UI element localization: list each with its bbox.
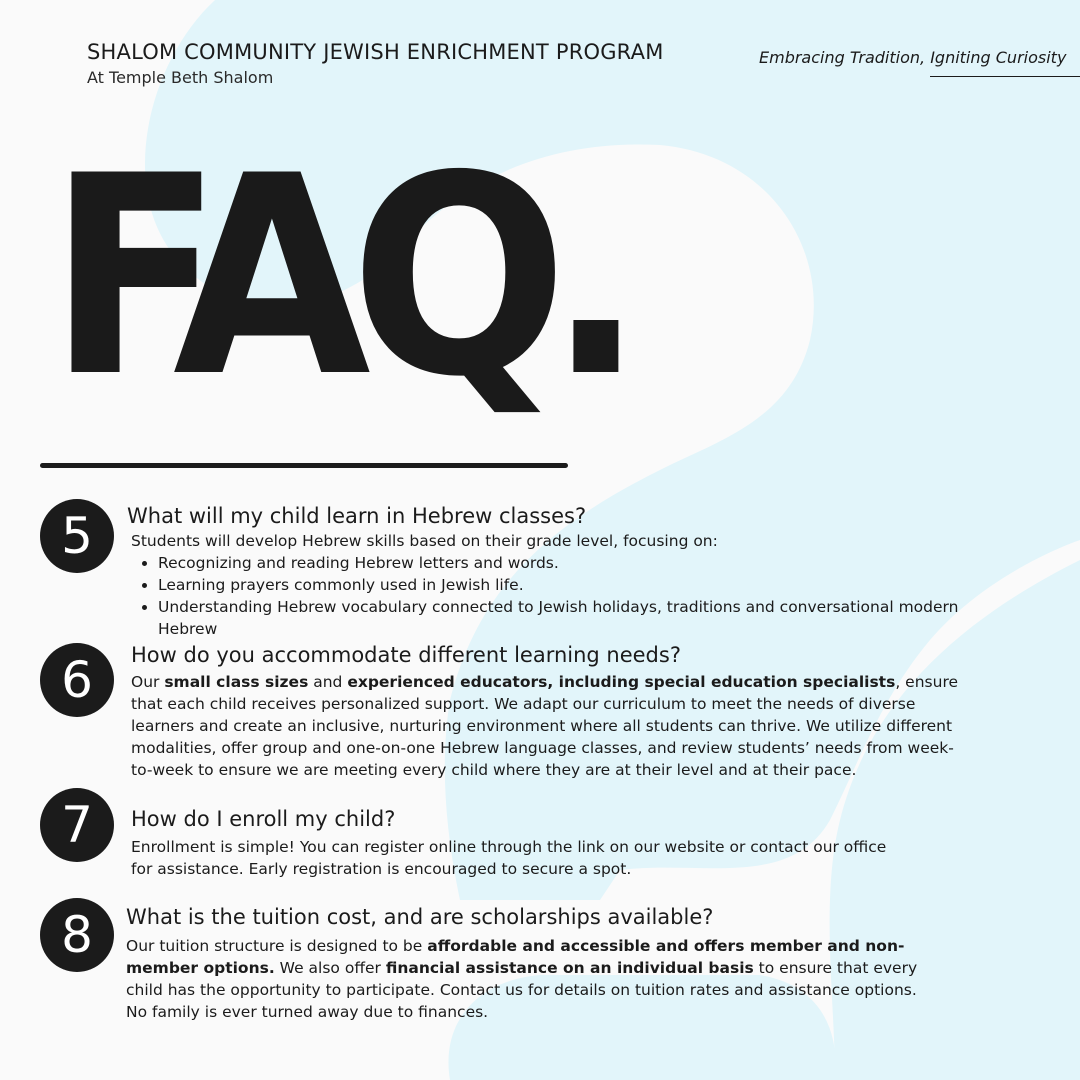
answer-text: to ensure that every child has the opportunity to participate. Contact us for details on tuition rates and assistance options. No family is ever turned away due to finances. [126, 959, 918, 1021]
tagline-underline [930, 76, 1080, 77]
faq-answer-intro: Students will develop Hebrew skills based on their grade level, focusing on: [131, 532, 718, 550]
page-title: FAQ. [48, 117, 625, 437]
org-subtitle: At Temple Beth Shalom [87, 68, 274, 87]
faq-question: What will my child learn in Hebrew classes? [127, 504, 587, 528]
faq-answer [131, 671, 966, 781]
answer-text: Our [131, 673, 165, 691]
faq-number-badge: 7 [40, 788, 114, 862]
faq-question: What is the tuition cost, and are scholarships available? [126, 905, 714, 929]
faq-number-badge: 6 [40, 643, 114, 717]
answer-bold-text: financial assistance on an individual basis [385, 959, 754, 977]
faq-answer [131, 530, 961, 640]
org-title: SHALOM COMMUNITY JEWISH ENRICHMENT PROGRAM [87, 40, 664, 64]
answer-text: , ensure that each child receives personalized support. We adapt our curriculum to meet the needs of diverse learners and create an inclusive, nurturing environment where all students can thrive. We utilize different modalities, offer group and one-on-one Hebrew language classes, and review students’ needs from week-to-week to ensure we are meeting every child where they are at their level and at their pace. [131, 673, 959, 779]
faq-question: How do I enroll my child? [131, 807, 396, 831]
tagline: Embracing Tradition, Igniting Curiosity [759, 48, 1067, 67]
answer-text: Our tuition structure is designed to be [126, 937, 428, 955]
answer-text: We also offer [274, 959, 386, 977]
faq-number-badge: 5 [40, 499, 114, 573]
faq-answer: Enrollment is simple! You can register online through the link on our website or contact our office for assistance. Early registration is encouraged to secure a spot. [131, 838, 887, 878]
answer-text: and [308, 673, 348, 691]
list-item: • Understanding Hebrew vocabulary connected to Jewish holidays, traditions and conversational modern Hebrew [158, 596, 961, 640]
answer-bold-text: experienced educators, including special education specialists [347, 673, 896, 691]
answer-bold-text: small class sizes [164, 673, 309, 691]
faq-question: How do you accommodate different learning needs? [131, 643, 681, 667]
list-item: • Learning prayers commonly used in Jewish life. [158, 574, 961, 596]
answer-bold-text: affordable and accessible and offers member and non-member options. [126, 937, 905, 977]
faq-bullet-list [131, 552, 961, 640]
list-item: • Recognizing and reading Hebrew letters and words. [158, 552, 961, 574]
faq-answer [126, 935, 926, 1023]
faq-number-badge: 8 [40, 898, 114, 972]
title-divider [40, 463, 568, 468]
